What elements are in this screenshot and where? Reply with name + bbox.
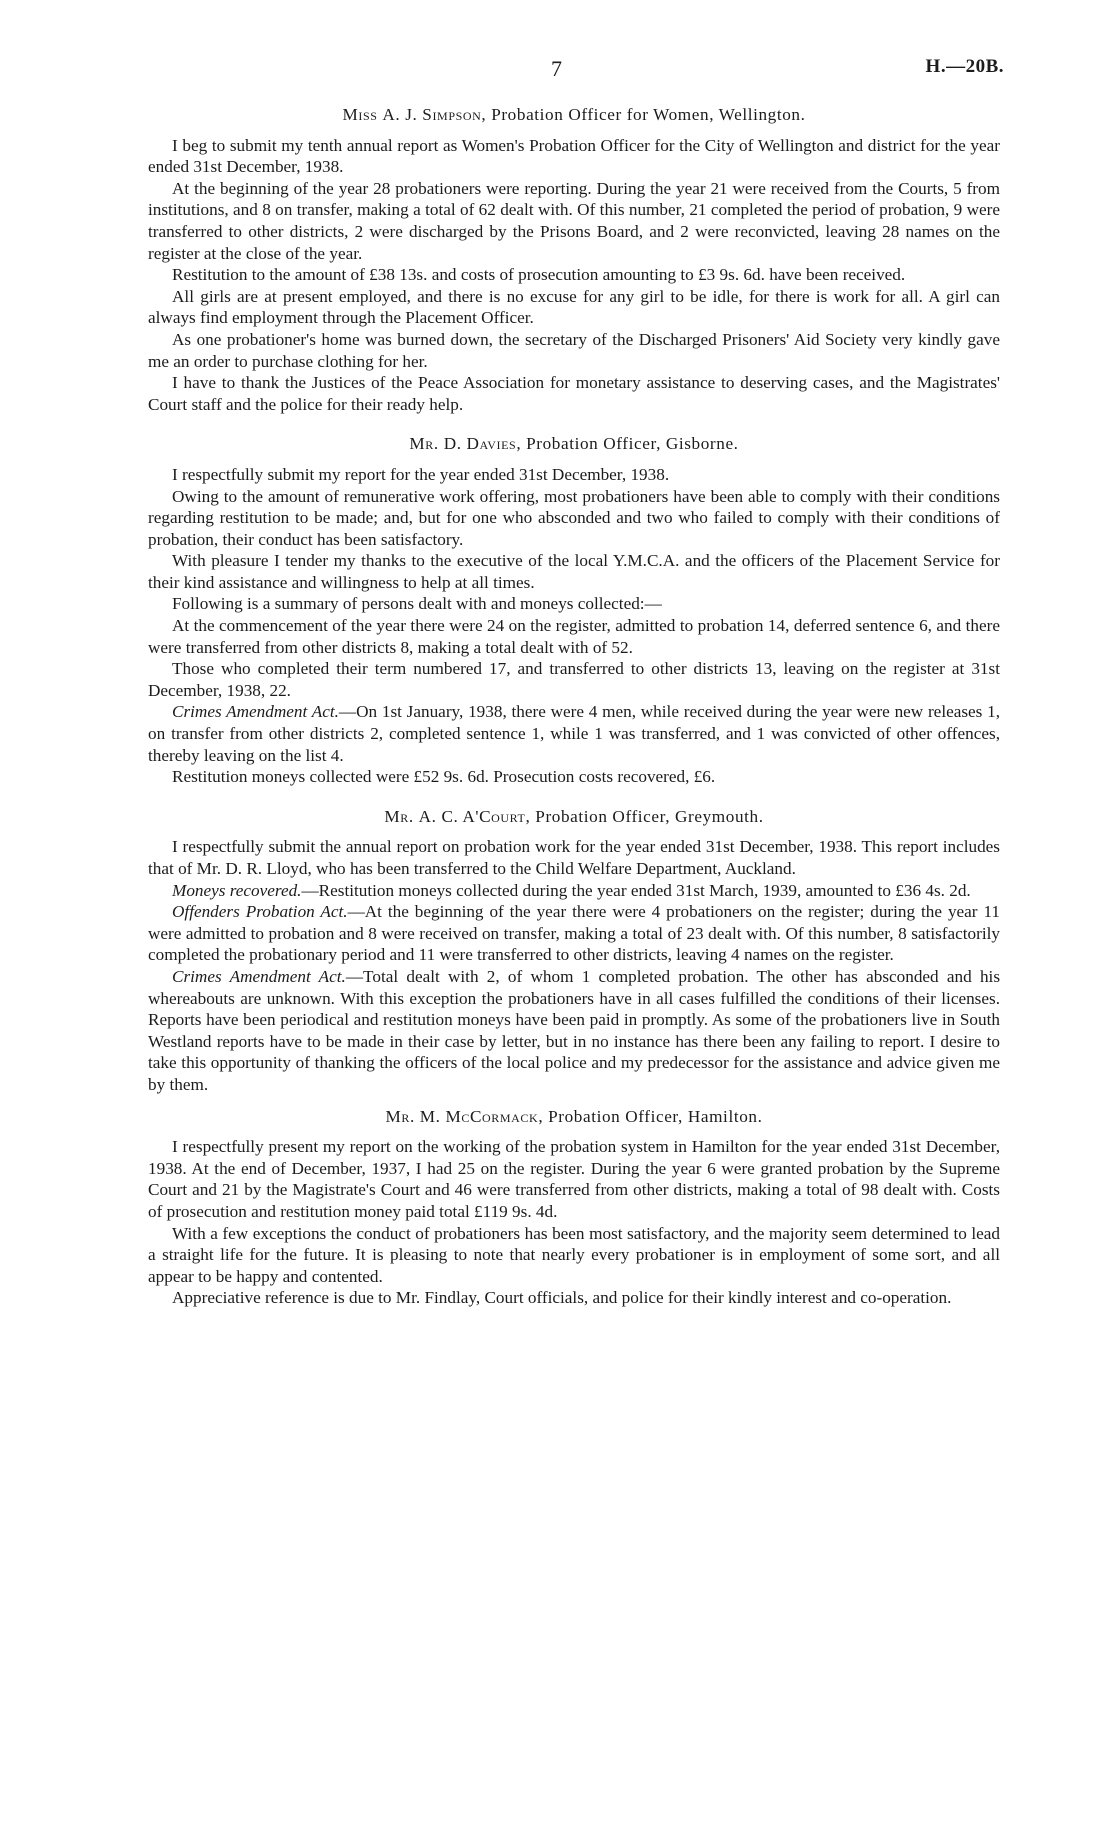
paragraph: With pleasure I tender my thanks to the executive of the local Y.M.C.A. and the officers of the Placement Service for their kind assistance and willingness to help at all times. [148, 551, 1000, 592]
paragraph: Restitution moneys collected were £52 9s. 6d. Prosecution costs recovered, £6. [172, 767, 716, 787]
paragraph: Moneys recovered.—Restitution moneys collected during the year ended 31st March, 1939, amounted to £36 4s. 2d. [172, 880, 971, 900]
paragraph: Following is a summary of persons dealt with and moneys collected:— [172, 594, 662, 614]
paragraph: Appreciative reference is due to Mr. Findlay, Court officials, and police for their kindly interest and co-operation. [172, 1288, 952, 1308]
italic-lead: Offenders Probation Act. [172, 902, 348, 922]
section-heading: Mr. D. Davies, Probation Officer, Gisborne. [409, 434, 739, 454]
paragraph: Owing to the amount of remunerative work offering, most probationers have been able to comply with their conditions regarding restitution to be made; and, but for one who absconded and two who failed to comply with their conditions of probation, their conduct has been satisfactory. [148, 486, 1000, 549]
paragraph: I have to thank the Justices of the Peace Association for monetary assistance to deserving cases, and the Magistrates' Court staff and the police for their ready help. [148, 373, 1000, 414]
paragraph: Those who completed their term numbered 17, and transferred to other districts 13, leaving on the register at 31st December, 1938, 22. [148, 659, 1000, 700]
paragraph: Crimes Amendment Act.—Total dealt with 2, of whom 1 completed probation. The other has absconded and his whereabouts are unknown. With this exception the probationers have in all cases fulfilled the conditions of their licenses. Reports have been periodical and restitution moneys have been paid in promptly. As some of the probationers live in South Westland reports have to be made in their case by letter, but in no instance has there been any failing to report. I desire to take this opportunity of thanking the officers of the local police and my predecessor for the assistance and advice given me by them. [148, 966, 1001, 1094]
document-reference: H.—20B. [925, 56, 1004, 77]
section-heading: Mr. A. C. A'Court, Probation Officer, Greymouth. [384, 806, 764, 826]
section-heading: Mr. M. McCormack, Probation Officer, Hamilton. [385, 1106, 763, 1126]
paragraph: All girls are at present employed, and there is no excuse for any girl to be idle, for there is work for all. A girl can always find employment through the Placement Officer. [148, 286, 1000, 328]
paragraph: At the beginning of the year 28 probationers were reporting. During the year 21 were received from the Courts, 5 from institutions, and 8 on transfer, making a total of 62 dealt with. Of this number, 21 completed the period of probation, 9 were transferred to other districts, 2 were discharged by the Prisons Board, and 2 were reconvicted, leaving 28 names on the register at the close of the year. [148, 178, 1000, 263]
page-number: 7 [551, 56, 563, 81]
paragraph: I beg to submit my tenth annual report as Women's Probation Officer for the City of Wellington and district for the year ended 31st December, 1938. [148, 135, 1000, 177]
paragraph: Restitution to the amount of £38 13s. and costs of prosecution amounting to £3 9s. 6d. have been received. [172, 265, 906, 285]
paragraph: With a few exceptions the conduct of probationers has been most satisfactory, and the majority seem determined to lead a straight life for the future. It is pleasing to note that nearly every probationer is in employment of some sort, and all appear to be happy and contented. [148, 1223, 1000, 1286]
paragraph: I respectfully submit my report for the year ended 31st December, 1938. [172, 464, 670, 484]
section-mccormack [148, 1106, 1000, 1309]
paragraph: I respectfully present my report on the working of the probation system in Hamilton for the year ended 31st December, 1938. At the end of December, 1937, I had 25 on the register. During the year 6 were granted probation by the Supreme Court and 21 by the Magistrate's Court and 46 were transferred from other districts, making a total of 98 dealt with. Costs of prosecution and restitution money paid total £119 9s. 4d. [148, 1137, 1000, 1221]
paragraph: I respectfully submit the annual report on probation work for the year ended 31st December, 1938. This report includes that of Mr. D. R. Lloyd, who has been transferred to the Child Welfare Department, Auckland. [148, 837, 1000, 878]
paragraph: Crimes Amendment Act.—On 1st January, 1938, there were 4 men, while received during the year were new releases 1, on transfer from other districts 2, completed sentence 1, while 1 was transferred, and 1 was convicted of other offences, thereby leaving on the list 4. [148, 702, 1001, 765]
section-acourt [148, 806, 1000, 1096]
italic-lead: Moneys recovered. [172, 880, 302, 900]
paragraph: As one probationer's home was burned down, the secretary of the Discharged Prisoners' Aid Society very kindly gave me an order to purchase clothing for her. [148, 329, 1000, 371]
paragraph: At the commencement of the year there were 24 on the register, admitted to probation 14, deferred sentence 6, and there were transferred from other districts 8, making a total dealt with of 52. [148, 616, 1000, 657]
paragraph: Offenders Probation Act.—At the beginning of the year there were 4 probationers on the register; during the year 11 were admitted to probation and 8 were received on transfer, making a total of 23 dealt with. Of this number, 8 satisfactorily completed the probationary period and 11 were transferred to other districts, leaving 4 names on the register. [148, 902, 1000, 965]
section-davies [148, 433, 1000, 788]
italic-lead: Crimes Amendment Act. [172, 702, 339, 722]
section-heading: Miss A. J. Simpson, Probation Officer for Women, Wellington. [342, 105, 806, 124]
document-body [148, 104, 1000, 1309]
section-simpson [148, 104, 1000, 415]
italic-lead: Crimes Amendment Act. [172, 966, 346, 986]
